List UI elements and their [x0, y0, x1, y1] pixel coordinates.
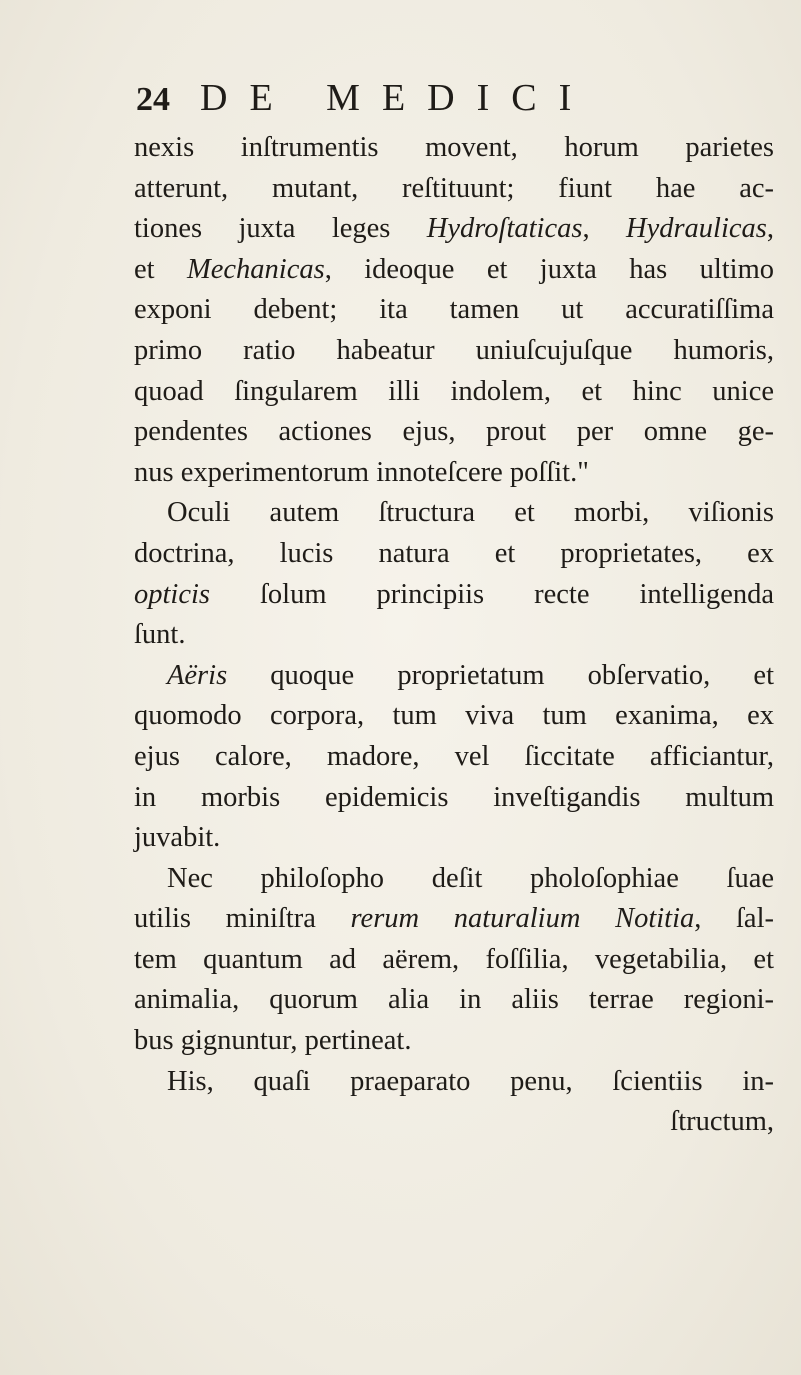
text-line: ſunt. — [134, 619, 186, 651]
text-line: tem quantum ad aërem, foſſilia, vegetabilia, et — [134, 943, 774, 975]
text-line: Aëris quoque proprietatum obſervatio, et — [167, 659, 774, 691]
text-line: bus gignuntur, pertineat. — [134, 1025, 412, 1057]
text-line: et Mechanicas, ideoque et juxta has ultimo — [134, 253, 775, 285]
page-number: 24 — [136, 81, 170, 118]
text-line: nexis inſtrumentis movent, horum parietes — [134, 132, 774, 163]
text-line: atterunt, mutant, reſtituunt; fiunt hae ac- — [134, 172, 774, 204]
text-line: pendentes actiones ejus, prout per omne ge- — [134, 416, 774, 448]
text-line: quomodo corpora, tum viva tum exanima, ex — [134, 700, 774, 732]
text-line: animalia, quorum alia in aliis terrae regioni- — [134, 984, 774, 1016]
running-head: DE MEDICI — [200, 77, 594, 119]
text-line: ejus calore, madore, vel ſiccitate afficiantur, — [134, 740, 774, 772]
text-line: utilis miniſtra rerum naturalium Notitia, ſal- — [134, 903, 774, 935]
text-line: His, quaſi praeparato penu, ſcientiis in- — [167, 1065, 774, 1097]
text-line: juvabit. — [134, 822, 221, 854]
text-line: in morbis epidemicis inveſtigandis multum — [134, 781, 774, 813]
text-line: nus experimentorum innoteſcere poſſit." — [134, 456, 589, 488]
text-line: tiones juxta leges Hydroſtaticas, Hydraulicas, — [134, 213, 775, 245]
text-line: primo ratio habeatur uniuſcujuſque humoris, — [134, 334, 774, 366]
page-header — [136, 76, 636, 119]
text-line: quoad ſingularem illi indolem, et hinc unice — [134, 375, 774, 407]
body-text — [134, 128, 774, 1143]
catchword-line: ſtructum, — [670, 1106, 774, 1138]
text-line: doctrina, lucis natura et proprietates, ex — [134, 537, 774, 569]
text-line: exponi debent; ita tamen ut accuratiſſima — [134, 294, 774, 326]
text-line: opticis ſolum principiis recte intelligenda — [134, 578, 774, 610]
text-line: Oculi autem ſtructura et morbi, viſionis — [167, 497, 774, 529]
text-line: Nec philoſopho deſit pholoſophiae ſuae — [167, 862, 774, 894]
